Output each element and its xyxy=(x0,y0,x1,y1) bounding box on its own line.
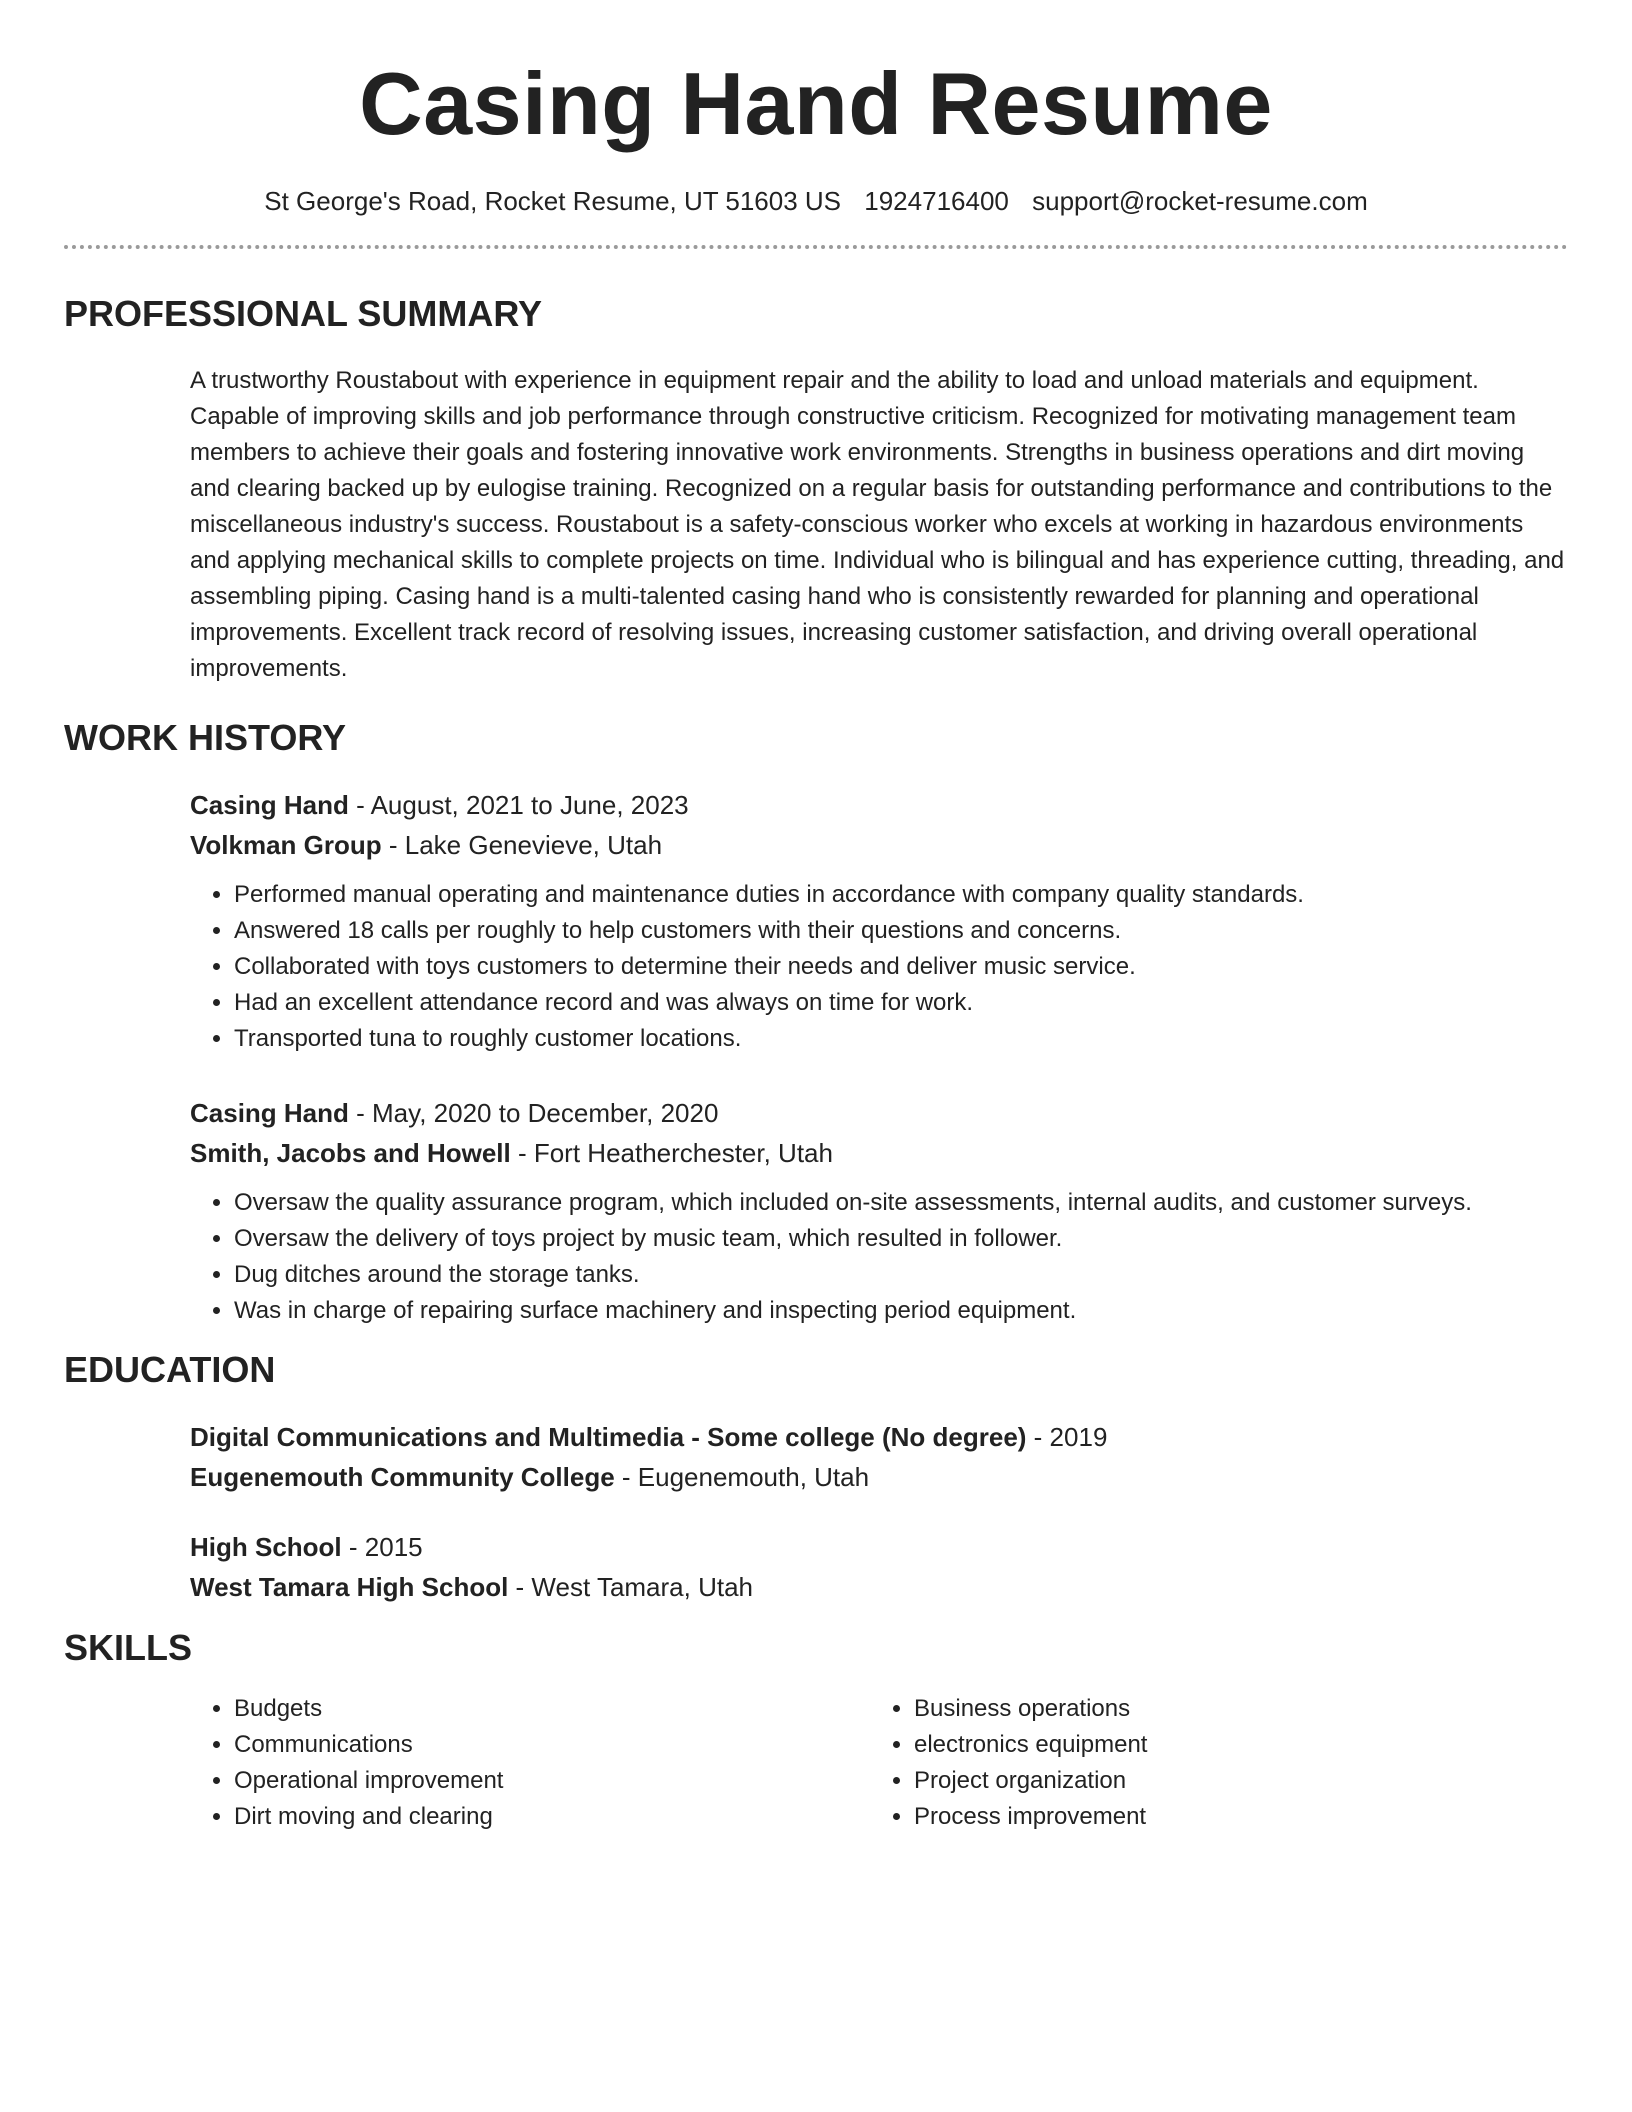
skill-item: • Business operations xyxy=(914,1691,1550,1727)
skill-item: • Dirt moving and clearing xyxy=(234,1799,870,1835)
job-duty: • Collaborated with toys customers to determine their needs and deliver music service. xyxy=(234,949,1568,985)
job-company: Volkman Group xyxy=(190,830,382,860)
contact-phone: 1924716400 xyxy=(864,186,1009,216)
job-duties-list xyxy=(190,1185,1568,1329)
job-duty: • Oversaw the delivery of toys project by music team, which resulted in follower. xyxy=(234,1221,1568,1257)
education-school: Eugenemouth Community College xyxy=(190,1462,615,1492)
skills-list-left xyxy=(190,1691,870,1835)
job-entry xyxy=(190,785,1568,1057)
education-entry xyxy=(190,1527,1568,1607)
section-title-summary: PROFESSIONAL SUMMARY xyxy=(64,293,543,334)
summary-text: A trustworthy Roustabout with experience in equipment repair and the ability to load and unload materials and equipment. Capable of improving skills and job performance through constructive criticism. Recognized for motivating management team members to achieve their goals and fostering innovative work environments. Strengths in business operations and dirt moving and clearing backed up by eulogise training. Recognized on a regular basis for outstanding performance and contributions to the miscellaneous industry's success. Roustabout is a safety-conscious worker who excels at working in hazardous environments and applying mechanical skills to complete projects on time. Individual who is bilingual and has experience cutting, threading, and assembling piping. Casing hand is a multi-talented casing hand who is consistently rewarded for planning and operational improvements. Excellent track record of resolving issues, increasing customer satisfaction, and driving overall operational improvements. xyxy=(190,367,1565,682)
education-year: - 2019 xyxy=(1026,1422,1108,1452)
job-company-line xyxy=(190,825,1568,865)
skill-item: • Process improvement xyxy=(914,1799,1550,1835)
section-title-skills: SKILLS xyxy=(64,1627,193,1668)
job-location: - Lake Genevieve, Utah xyxy=(381,830,663,860)
resume-title: Casing Hand Resume xyxy=(359,54,1273,153)
job-role-line xyxy=(190,1093,1568,1133)
education-school-line xyxy=(190,1457,1568,1497)
job-duty: • Oversaw the quality assurance program, which included on-site assessments, internal audits, and customer surveys. xyxy=(234,1185,1568,1221)
job-company: Smith, Jacobs and Howell xyxy=(190,1138,511,1168)
education-degree-line xyxy=(190,1527,1568,1567)
job-duty: • Dug ditches around the storage tanks. xyxy=(234,1257,1568,1293)
education-degree: Digital Communications and Multimedia - Some college (No degree) xyxy=(190,1422,1027,1452)
education-location: - West Tamara, Utah xyxy=(508,1572,754,1602)
education-degree-line xyxy=(190,1417,1568,1457)
header-divider xyxy=(64,245,1568,249)
job-duty: • Answered 18 calls per roughly to help customers with their questions and concerns. xyxy=(234,913,1568,949)
job-entry xyxy=(190,1093,1568,1329)
skill-item: • Operational improvement xyxy=(234,1763,870,1799)
education-location: - Eugenemouth, Utah xyxy=(614,1462,870,1492)
education-entry xyxy=(190,1417,1568,1497)
education-degree: High School xyxy=(190,1532,342,1562)
job-duty: • Had an excellent attendance record and was always on time for work. xyxy=(234,985,1568,1021)
job-role: Casing Hand xyxy=(190,790,349,820)
contact-email: support@rocket-resume.com xyxy=(1032,186,1368,216)
education-school: West Tamara High School xyxy=(190,1572,509,1602)
job-duty: • Transported tuna to roughly customer locations. xyxy=(234,1021,1568,1057)
skill-item: • electronics equipment xyxy=(914,1727,1550,1763)
education-school-line xyxy=(190,1567,1568,1607)
skill-item: • Communications xyxy=(234,1727,870,1763)
job-role-line xyxy=(190,785,1568,825)
section-title-education: EDUCATION xyxy=(64,1349,276,1390)
education-year: - 2015 xyxy=(341,1532,423,1562)
job-company-line xyxy=(190,1133,1568,1173)
contact-address: St George's Road, Rocket Resume, UT 51603 US xyxy=(264,186,842,216)
job-dates: - August, 2021 to June, 2023 xyxy=(348,790,689,820)
job-duty: • Performed manual operating and maintenance duties in accordance with company quality standards. xyxy=(234,877,1568,913)
skills-list-right xyxy=(870,1691,1550,1835)
job-dates: - May, 2020 to December, 2020 xyxy=(348,1098,719,1128)
skills-columns xyxy=(190,1691,1568,1835)
job-role: Casing Hand xyxy=(190,1098,349,1128)
job-location: - Fort Heatherchester, Utah xyxy=(510,1138,833,1168)
section-title-work-history: WORK HISTORY xyxy=(64,717,347,758)
job-duty: • Was in charge of repairing surface machinery and inspecting period equipment. xyxy=(234,1293,1568,1329)
job-duties-list xyxy=(190,877,1568,1057)
contact-info xyxy=(64,186,1568,217)
skill-item: • Project organization xyxy=(914,1763,1550,1799)
skill-item: • Budgets xyxy=(234,1691,870,1727)
